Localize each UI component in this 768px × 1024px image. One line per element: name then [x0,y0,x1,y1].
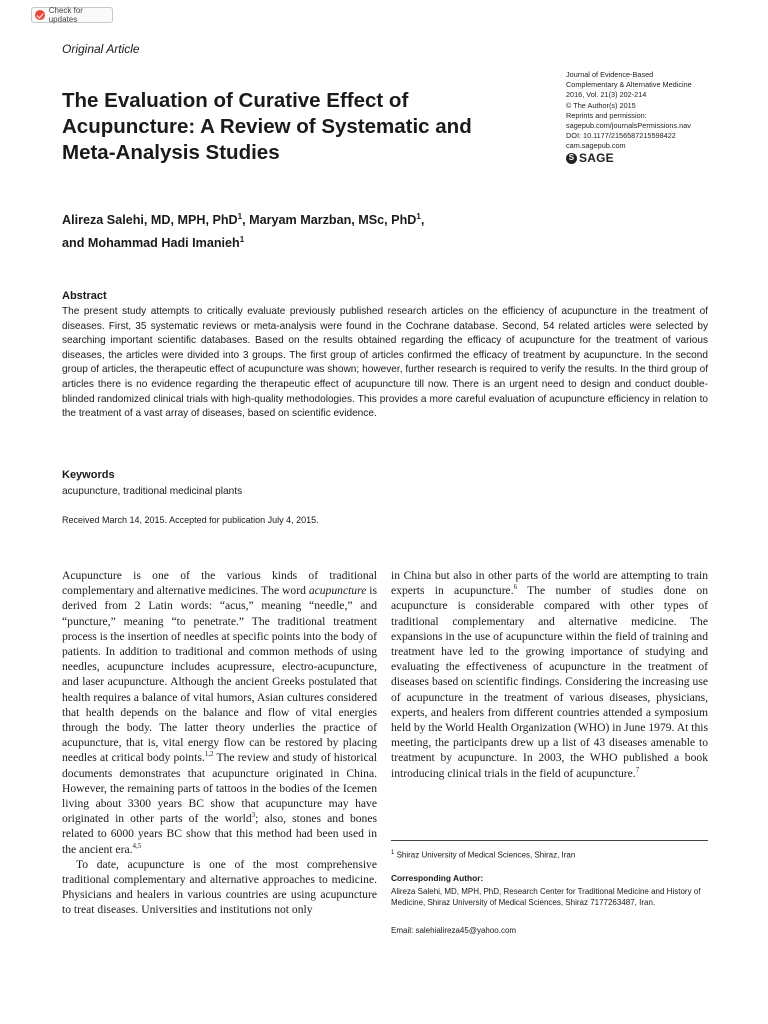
body-column-right [391,568,708,781]
citation-ref[interactable]: 4,5 [132,841,142,850]
footnote-mark: 1 [391,850,395,856]
body-text: To date, acupuncture is one of the most comprehensive traditional complementary and alternative approaches to medicine. Physicians and healers in various countries are using acupuncture to treat diseases. Universities and institutions not only [62,857,377,917]
keywords-text: acupuncture, traditional medicinal plants [62,486,243,497]
citation-ref[interactable]: 1,2 [204,750,214,759]
journal-doi[interactable]: DOI: 10.1177/2156587215598422 [566,131,676,141]
author-2: Maryam Marzban, MSc, PhD [249,213,417,228]
affiliation-mark: 1 [239,235,245,245]
sage-logo-text: SAGE [579,151,614,166]
abstract-text: The present study attempts to critically evaluate previously published research articles on the efficiency of acupuncture in the treatment of diseases. First, 35 systematic reviews or meta-analysis were found in the Cochrane database. Second, 54 related articles were selected by searching important scientific databases. Based on the results obtained regarding the efficacy of acupuncture for the treatment of various diseases, the articles were divided into 3 groups. The first group of articles confirmed the efficacy of treatment by acupuncture. In the second group of articles, the therapeutic effect of acupuncture was shown; however, further research is required to verify the results. In the third group of articles there is no evidence regarding the therapeutic effect of acupuncture till now. There is an urgent need to design and conduct double-blinded randomized clinical trials with high-quality methodologies. This provides a more careful evaluation of acupuncture efficiency in relation to the treatment of a vast array of diseases, based on scientific evidence. [62,306,708,420]
check-updates-icon [35,10,45,20]
body-italic-term: acupuncture [308,584,367,598]
affiliation-mark: 1 [237,212,243,221]
corresponding-author-heading: Corresponding Author: [391,873,484,883]
journal-name-line-1: Journal of Evidence-Based [566,70,654,79]
citation-ref[interactable]: 3 [251,811,256,820]
author-list: Alireza Salehi, MD, MPH, PhD$^1$, Maryam Marzban, MSc, PhD$^1$, and Mohammad Hadi Imanieh$^1$ [62,212,425,251]
article-type: Original Article [62,42,140,56]
citation-ref[interactable]: 7 [635,765,640,774]
footnote-text: Shiraz University of Medical Sciences, Shiraz, Iran [396,850,576,860]
journal-copyright: © The Author(s) 2015 [566,100,636,110]
journal-reprints: Reprints and permission: [566,110,647,120]
article-title: The Evaluation of Curative Effect of Acupuncture: A Review of Systematic and Meta-Analysis Studies [62,89,472,164]
journal-name-line-2: Complementary & Alternative Medicine [566,80,692,90]
footnote-divider [391,840,708,841]
sage-logo [566,153,746,164]
citation-ref[interactable]: 6 [513,583,518,592]
body-text: The number of studies done on acupuncture is considerable compared with other types of traditional complementary and alternative medicine. The expansions in the use of acupuncture within the field of training and treatment have led to the growing importance of studying and evaluating the effectiveness of acupuncture in the treatment of diseases based on scientific findings. Considering the increasing use of acupuncture in the treatment of various diseases, physicians, experts, and healers from different countries attended a symposium held by the World Health Organization (WHO) in June 1979. At this meeting, the participants drew up a list of 43 diseases amenable to treatment by acupuncture. In 2003, the WHO published a book introducing clinical trials in the field of acupuncture. [391,584,708,780]
corresponding-author-text: Alireza Salehi, MD, MPH, PhD, Research Center for Traditional Medicine and History of Medicine, Shiraz University of Medical Sciences, Shiraz 7177263487, Iran. [391,887,701,908]
corresponding-email[interactable]: Email: salehialireza45@yahoo.com [391,926,517,935]
received-dates: Received March 14, 2015. Accepted for publication July 4, 2015. [62,515,319,525]
body-column-left [62,568,377,918]
journal-info [566,70,746,164]
journal-permissions-link[interactable]: sagepub.com/journalsPermissions.nav [566,121,691,131]
body-text: The review and study of historical documents demonstrates that acupuncture originated in China. However, the remaining parts of tattoos in the bodies of the Icemen living about 3300 years BC show that acupuncture may have originated in other parts of the world [62,751,377,826]
body-text: in China but also in other parts of the world are attempting to train experts in acupuncture. [391,569,708,598]
body-paragraph-2 [62,857,377,918]
body-text: Acupuncture is one of the various kinds of traditional complementary and alternative medicines. The word [62,569,377,598]
affiliation-footnote [391,850,575,860]
body-paragraph-2-cont [391,568,708,781]
check-for-updates-badge[interactable] [31,7,113,23]
abstract-heading: Abstract [62,290,107,302]
author-3: and Mohammad Hadi Imanieh [62,236,240,251]
body-paragraph-1 [62,568,377,857]
journal-volume: 2016, Vol. 21(3) 202-214 [566,90,647,100]
journal-site-link[interactable]: cam.sagepub.com [566,141,626,151]
check-for-updates-label: Check for updates [48,6,83,24]
affiliation-mark: 1 [416,212,421,221]
body-text: is derived from 2 Latin words: “acus,” meaning “needle,” and “puncture,” meaning “to penetrate.” The traditional treatment process is the insertion of needles at specific points into the body of patients. In addition to traditional and common methods of using needles, acupuncture includes acupressure, electro-acupuncture, and laser acupuncture. Although the ancient Greeks postulated that health requires a balance of vital humors, Asian cultures considered that health depends on the balance and flow of vital energies through the body. The latter theory underlies the practice of acupuncture, that is, vital energy flow can be restored by placing needles at critical body points. [62,584,377,765]
body-text: ; also, stones and bones related to 6000 years BC show that this method had been used in the ancient era. [62,812,377,856]
keywords-heading: Keywords [62,469,115,481]
sage-logo-icon: S [566,153,577,164]
author-1: Alireza Salehi, MD, MPH, PhD [62,213,238,228]
